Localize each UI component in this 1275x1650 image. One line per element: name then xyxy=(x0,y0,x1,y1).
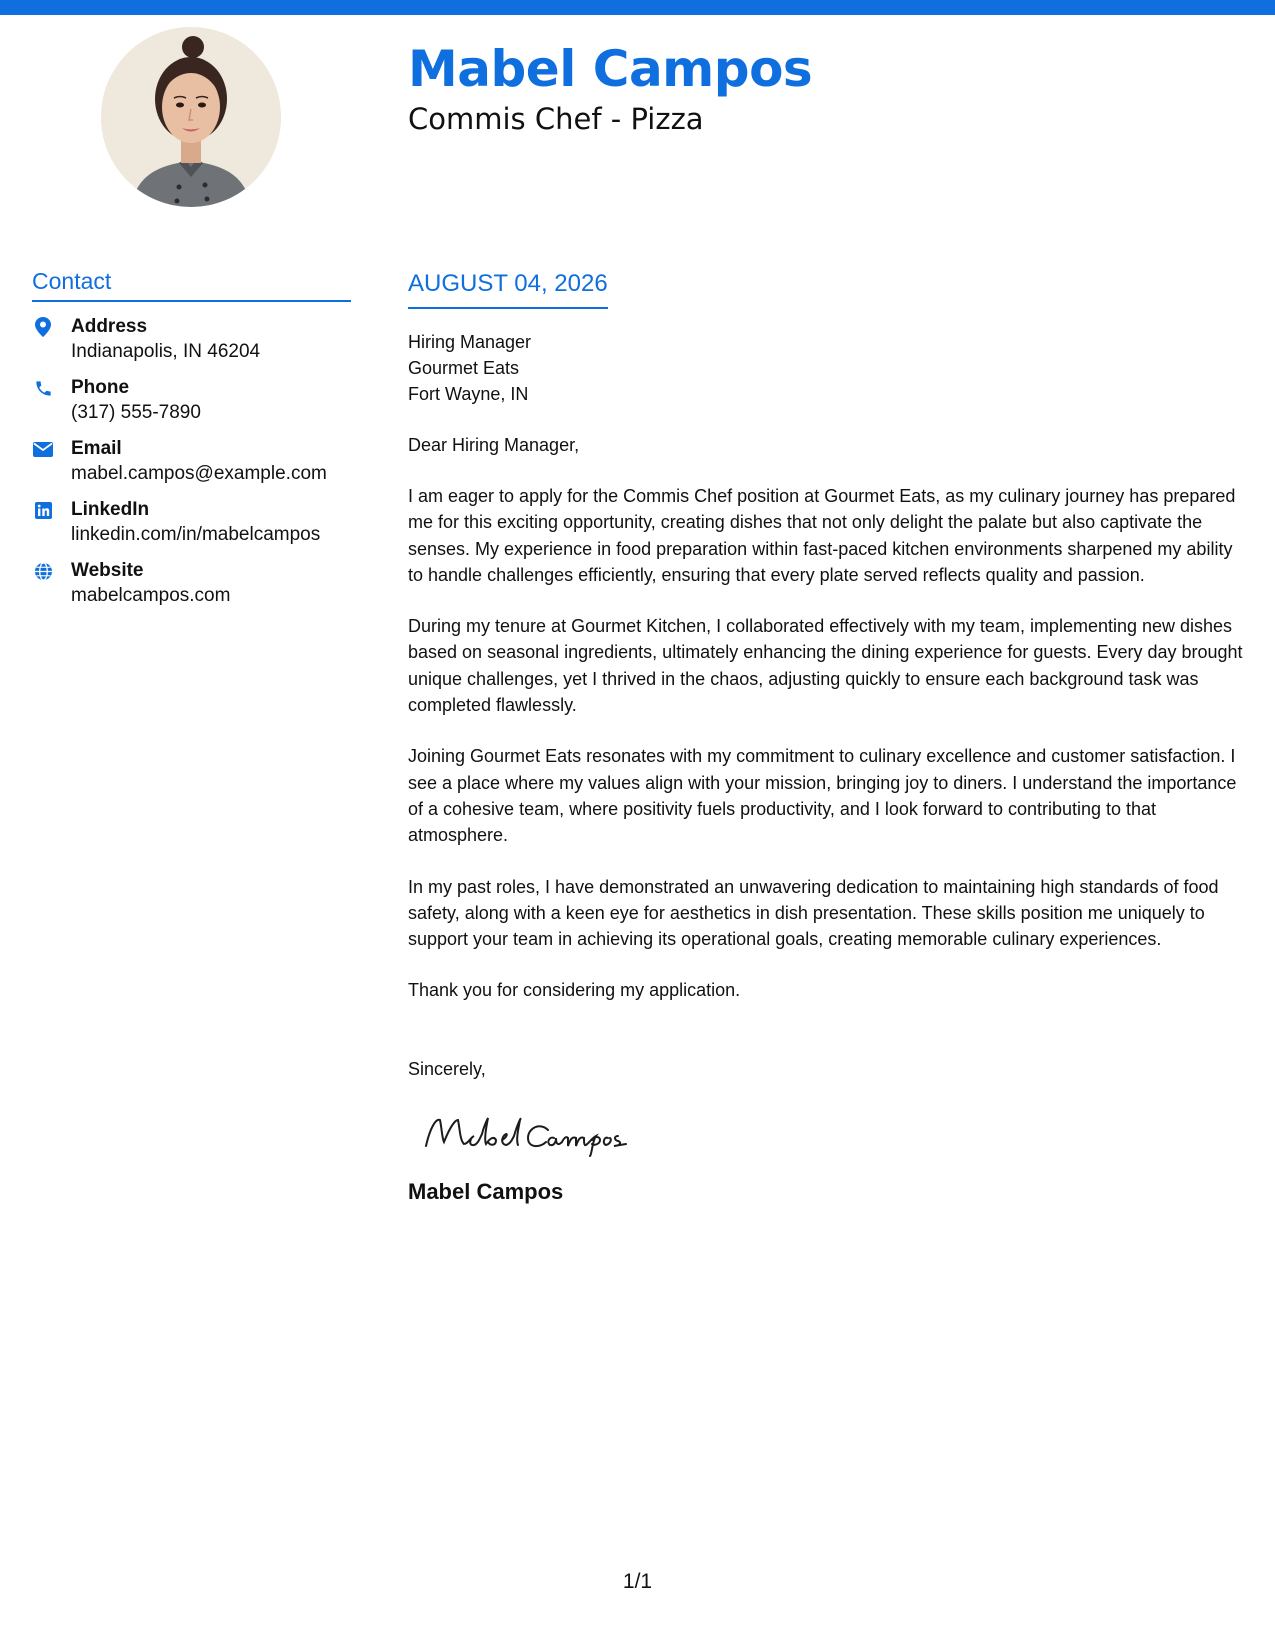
avatar xyxy=(101,27,281,207)
contact-value: Indianapolis, IN 46204 xyxy=(71,341,261,362)
recipient-line: Fort Wayne, IN xyxy=(408,384,529,404)
recipient-line: Gourmet Eats xyxy=(408,358,520,378)
letter-body xyxy=(408,266,1251,1206)
contact-email xyxy=(32,436,351,486)
contact-label: Email xyxy=(71,438,122,459)
contact-label: LinkedIn xyxy=(71,499,150,520)
letter-date: AUGUST 04, 2026 xyxy=(408,266,608,309)
envelope-icon xyxy=(33,439,53,459)
recipient-line: Hiring Manager xyxy=(408,332,532,352)
job-title: Commis Chef - Pizza xyxy=(408,102,704,136)
page-number: 1/1 xyxy=(622,1570,653,1593)
signer-name: Mabel Campos xyxy=(408,1179,564,1205)
contact-linkedin xyxy=(32,497,351,547)
paragraph: During my tenure at Gourmet Kitchen, I collaborated effectively with my team, implementing new dishes based on seasonal ingredients, ultimately enhancing the dining experience for guests. Every day brought unique challenges, yet I thrived in the chaos, adjusting quickly to ensure each background task was completed flawlessly. xyxy=(408,616,1243,716)
closing: Sincerely, xyxy=(408,1059,486,1080)
paragraph: Joining Gourmet Eats resonates with my commitment to culinary excellence and customer satisfaction. I see a place where my values align with your mission, bringing joy to diners. I understand the importance of a cohesive team, where positivity fuels productivity, and I look forward to contributing to that atmosphere. xyxy=(408,746,1237,846)
greeting: Dear Hiring Manager, xyxy=(408,435,580,455)
linkedin-icon xyxy=(33,500,53,520)
contact-value[interactable]: mabelcampos.com xyxy=(71,585,231,606)
phone-icon xyxy=(33,378,53,398)
contact-label: Phone xyxy=(71,377,130,398)
contact-list xyxy=(32,314,351,608)
top-accent-bar xyxy=(0,0,1275,15)
contact-value[interactable]: mabel.campos@example.com xyxy=(71,463,327,484)
map-pin-icon xyxy=(33,317,53,337)
contact-value: (317) 555-7890 xyxy=(71,402,201,423)
contact-sidebar xyxy=(32,266,351,619)
contact-heading: Contact xyxy=(32,266,351,302)
recipient-block xyxy=(408,329,1251,407)
paragraph: In my past roles, I have demonstrated an unwavering dedication to maintaining high standards of food safety, along with a keen eye for aesthetics in dish presentation. These skills position me uniquely to support your team in achieving its operational goals, creating memorable culinary experiences. xyxy=(408,876,1219,950)
contact-website xyxy=(32,558,351,608)
paragraph: I am eager to apply for the Commis Chef position at Gourmet Eats, as my culinary journey has prepared me for this exciting opportunity, creating dishes that not only delight the palate but also captivate the senses. My experience in food preparation within fast-paced kitchen environments sharpened my ability to handle challenges efficiently, ensuring that every plate served reflects quality and passion. xyxy=(408,486,1236,585)
candidate-name: Mabel Campos xyxy=(408,40,813,98)
contact-phone xyxy=(32,375,351,425)
contact-label: Website xyxy=(71,560,144,581)
handwritten-signature xyxy=(422,1108,662,1158)
globe-icon xyxy=(33,561,53,581)
contact-label: Address xyxy=(71,316,148,337)
contact-value[interactable]: linkedin.com/in/mabelcampos xyxy=(71,524,321,545)
contact-address xyxy=(32,314,351,364)
thanks-line: Thank you for considering my application. xyxy=(408,980,741,1001)
profile-photo xyxy=(101,27,281,207)
